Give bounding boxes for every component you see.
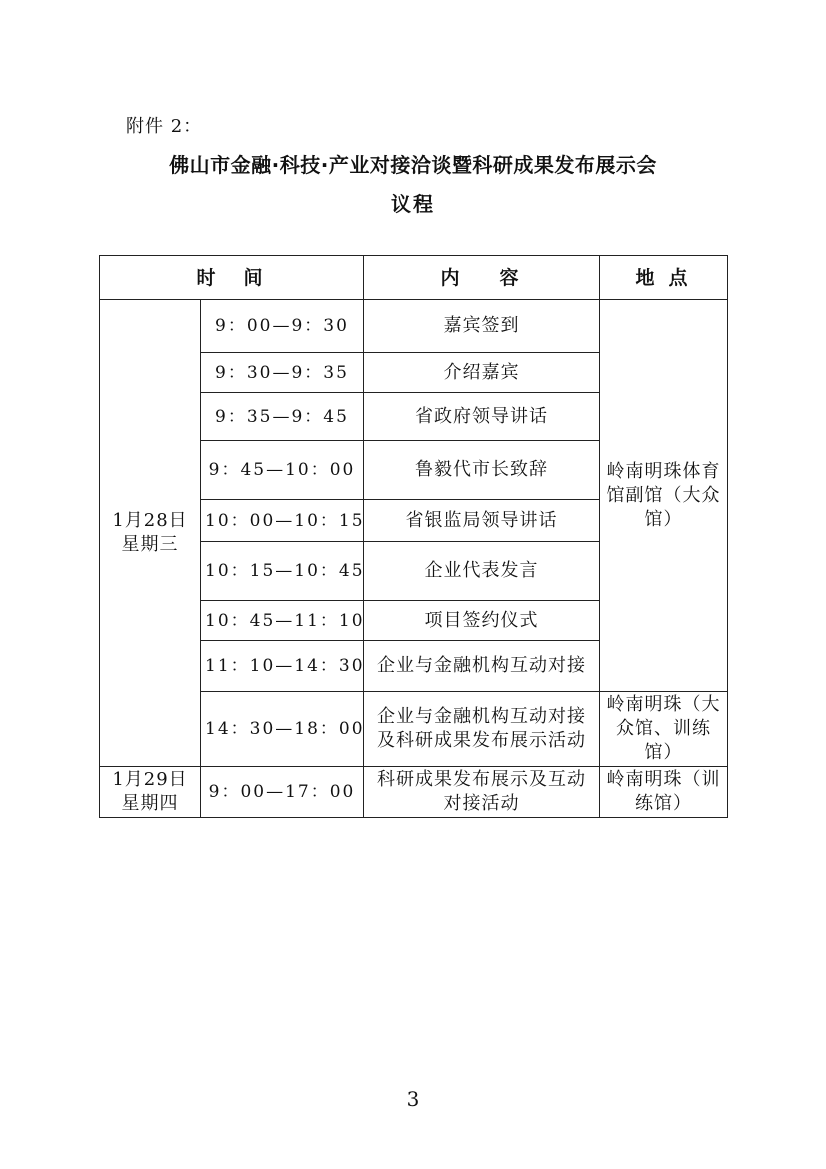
day1-date: 1月28日	[112, 510, 188, 531]
row-time: 14：30—18：00	[201, 692, 364, 767]
row-content: 省政府领导讲话	[364, 393, 600, 441]
header-content: 内容	[364, 256, 600, 300]
row-time: 9：00—9：30	[201, 300, 364, 353]
row-content: 企业与金融机构互动对接	[364, 641, 600, 692]
row-content: 嘉宾签到	[364, 300, 600, 353]
row-content: 科研成果发布展示及互动对接活动	[364, 767, 600, 818]
row-content: 企业代表发言	[364, 542, 600, 601]
row-content: 介绍嘉宾	[364, 353, 600, 393]
row-time: 9：00—17：00	[201, 767, 364, 818]
row-time: 10：00—10：15	[201, 500, 364, 542]
row-time: 10：45—11：10	[201, 601, 364, 641]
day1-weekday: 星期三	[121, 534, 179, 555]
header-place: 地点	[600, 256, 728, 300]
row-time: 9：35—9：45	[201, 393, 364, 441]
row-time: 11：10—14：30	[201, 641, 364, 692]
header-time: 时间	[100, 256, 364, 300]
attachment-label: 附件 2：	[126, 116, 203, 137]
document-subtitle: 议程	[391, 192, 435, 216]
row-time: 9：45—10：00	[201, 441, 364, 500]
day2-weekday: 星期四	[121, 793, 179, 814]
page-number: 3	[406, 1087, 420, 1111]
table-header-row	[100, 256, 728, 300]
row-content: 企业与金融机构互动对接及科研成果发布展示活动	[364, 692, 600, 767]
agenda-table	[99, 255, 728, 818]
day2-date: 1月29日	[112, 769, 188, 790]
day1-date-cell	[100, 300, 201, 767]
day2-place: 岭南明珠（训练馆）	[600, 767, 728, 818]
table-row	[100, 300, 728, 353]
row-content: 项目签约仪式	[364, 601, 600, 641]
document-title: 佛山市金融·科技·产业对接洽谈暨科研成果发布展示会	[169, 153, 657, 177]
row-content: 省银监局领导讲话	[364, 500, 600, 542]
day1-place-main: 岭南明珠体育馆副馆（大众馆）	[600, 300, 728, 692]
row-time: 9：30—9：35	[201, 353, 364, 393]
day1-place-last: 岭南明珠（大众馆、训练馆）	[600, 692, 728, 767]
row-content: 鲁毅代市长致辞	[364, 441, 600, 500]
table-row	[100, 767, 728, 818]
row-time: 10：15—10：45	[201, 542, 364, 601]
day2-date-cell	[100, 767, 201, 818]
